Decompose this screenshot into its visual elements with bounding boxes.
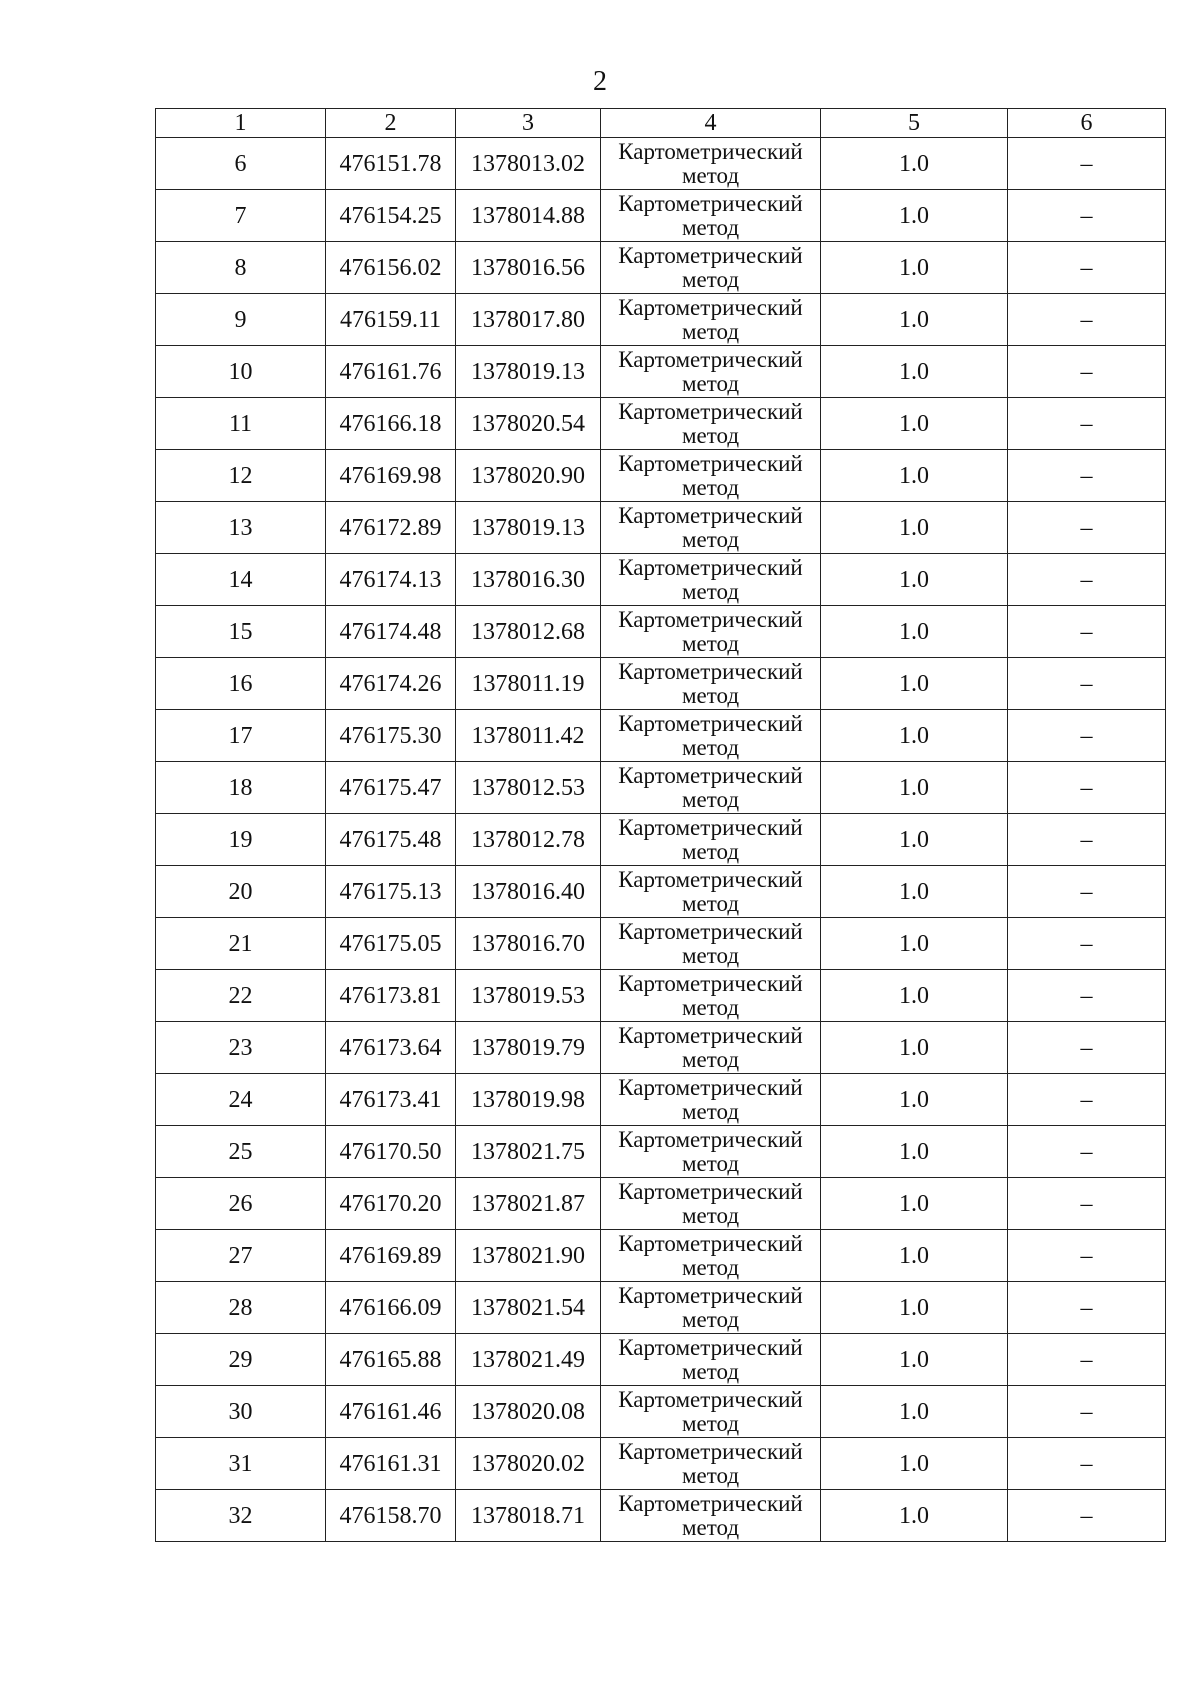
x-coordinate-cell: 476161.31 xyxy=(326,1438,456,1490)
method-line-1: Картометрический xyxy=(618,502,803,528)
note-cell: – xyxy=(1008,1230,1166,1282)
note-cell: – xyxy=(1008,1074,1166,1126)
method-cell xyxy=(601,1126,821,1178)
point-number-cell: 29 xyxy=(156,1334,326,1386)
point-number-cell: 6 xyxy=(156,138,326,190)
method-cell xyxy=(601,1074,821,1126)
method-line-1: Картометрический xyxy=(618,1334,803,1360)
method-line-2: метод xyxy=(681,994,740,1020)
x-coordinate-cell: 476156.02 xyxy=(326,242,456,294)
method-cell xyxy=(601,242,821,294)
method-line-1: Картометрический xyxy=(618,606,803,632)
note-cell: – xyxy=(1008,1282,1166,1334)
table-row xyxy=(156,1126,1166,1178)
table-row xyxy=(156,1438,1166,1490)
column-header: 6 xyxy=(1008,109,1166,138)
column-header: 3 xyxy=(456,109,601,138)
y-coordinate-cell: 1378012.78 xyxy=(456,814,601,866)
y-coordinate-cell: 1378014.88 xyxy=(456,190,601,242)
method-line-2: метод xyxy=(681,1306,740,1332)
table-row xyxy=(156,450,1166,502)
y-coordinate-cell: 1378021.87 xyxy=(456,1178,601,1230)
table-row xyxy=(156,1178,1166,1230)
accuracy-cell: 1.0 xyxy=(821,606,1008,658)
method-line-1: Картометрический xyxy=(618,1438,803,1464)
point-number-cell: 32 xyxy=(156,1490,326,1542)
method-line-2: метод xyxy=(681,890,740,916)
point-number-cell: 13 xyxy=(156,502,326,554)
method-line-1: Картометрический xyxy=(618,1230,803,1256)
point-number-cell: 17 xyxy=(156,710,326,762)
note-cell: – xyxy=(1008,190,1166,242)
accuracy-cell: 1.0 xyxy=(821,866,1008,918)
y-coordinate-cell: 1378019.79 xyxy=(456,1022,601,1074)
accuracy-cell: 1.0 xyxy=(821,294,1008,346)
method-line-1: Картометрический xyxy=(618,658,803,684)
x-coordinate-cell: 476173.81 xyxy=(326,970,456,1022)
accuracy-cell: 1.0 xyxy=(821,1126,1008,1178)
note-cell: – xyxy=(1008,918,1166,970)
y-coordinate-cell: 1378016.70 xyxy=(456,918,601,970)
table-row xyxy=(156,190,1166,242)
y-coordinate-cell: 1378017.80 xyxy=(456,294,601,346)
table-header xyxy=(156,109,1166,138)
method-cell xyxy=(601,554,821,606)
y-coordinate-cell: 1378016.40 xyxy=(456,866,601,918)
method-line-2: метод xyxy=(681,1202,740,1228)
method-cell xyxy=(601,190,821,242)
method-cell xyxy=(601,502,821,554)
point-number-cell: 21 xyxy=(156,918,326,970)
note-cell: – xyxy=(1008,1022,1166,1074)
x-coordinate-cell: 476174.26 xyxy=(326,658,456,710)
method-line-2: метод xyxy=(681,630,740,656)
note-cell: – xyxy=(1008,554,1166,606)
method-line-1: Картометрический xyxy=(618,1126,803,1152)
method-line-1: Картометрический xyxy=(618,138,803,164)
note-cell: – xyxy=(1008,138,1166,190)
method-line-1: Картометрический xyxy=(618,814,803,840)
point-number-cell: 8 xyxy=(156,242,326,294)
y-coordinate-cell: 1378021.49 xyxy=(456,1334,601,1386)
y-coordinate-cell: 1378019.53 xyxy=(456,970,601,1022)
accuracy-cell: 1.0 xyxy=(821,970,1008,1022)
method-cell xyxy=(601,970,821,1022)
table-row xyxy=(156,1230,1166,1282)
table-row xyxy=(156,398,1166,450)
accuracy-cell: 1.0 xyxy=(821,1178,1008,1230)
table-row xyxy=(156,502,1166,554)
table-row xyxy=(156,710,1166,762)
x-coordinate-cell: 476175.05 xyxy=(326,918,456,970)
accuracy-cell: 1.0 xyxy=(821,762,1008,814)
note-cell: – xyxy=(1008,814,1166,866)
method-cell xyxy=(601,1022,821,1074)
point-number-cell: 26 xyxy=(156,1178,326,1230)
point-number-cell: 10 xyxy=(156,346,326,398)
method-line-1: Картометрический xyxy=(618,190,803,216)
method-line-1: Картометрический xyxy=(618,970,803,996)
method-line-2: метод xyxy=(681,942,740,968)
method-cell xyxy=(601,814,821,866)
method-line-2: метод xyxy=(681,214,740,240)
y-coordinate-cell: 1378019.13 xyxy=(456,346,601,398)
method-line-1: Картометрический xyxy=(618,1282,803,1308)
method-cell xyxy=(601,606,821,658)
point-number-cell: 25 xyxy=(156,1126,326,1178)
table-row xyxy=(156,554,1166,606)
x-coordinate-cell: 476159.11 xyxy=(326,294,456,346)
column-header: 4 xyxy=(601,109,821,138)
x-coordinate-cell: 476161.76 xyxy=(326,346,456,398)
method-line-2: метод xyxy=(681,1514,740,1540)
accuracy-cell: 1.0 xyxy=(821,710,1008,762)
x-coordinate-cell: 476174.48 xyxy=(326,606,456,658)
method-line-1: Картометрический xyxy=(618,346,803,372)
note-cell: – xyxy=(1008,242,1166,294)
x-coordinate-cell: 476151.78 xyxy=(326,138,456,190)
table-row xyxy=(156,1282,1166,1334)
x-coordinate-cell: 476173.64 xyxy=(326,1022,456,1074)
accuracy-cell: 1.0 xyxy=(821,1438,1008,1490)
method-line-1: Картометрический xyxy=(618,1490,803,1516)
accuracy-cell: 1.0 xyxy=(821,658,1008,710)
accuracy-cell: 1.0 xyxy=(821,450,1008,502)
x-coordinate-cell: 476154.25 xyxy=(326,190,456,242)
accuracy-cell: 1.0 xyxy=(821,814,1008,866)
method-line-2: метод xyxy=(681,838,740,864)
method-cell xyxy=(601,1386,821,1438)
point-number-cell: 15 xyxy=(156,606,326,658)
method-cell xyxy=(601,1334,821,1386)
point-number-cell: 20 xyxy=(156,866,326,918)
method-line-1: Картометрический xyxy=(618,1022,803,1048)
method-cell xyxy=(601,398,821,450)
method-line-1: Картометрический xyxy=(618,1386,803,1412)
note-cell: – xyxy=(1008,1334,1166,1386)
column-header: 5 xyxy=(821,109,1008,138)
point-number-cell: 23 xyxy=(156,1022,326,1074)
note-cell: – xyxy=(1008,1386,1166,1438)
table-row xyxy=(156,814,1166,866)
method-line-2: метод xyxy=(681,422,740,448)
x-coordinate-cell: 476175.48 xyxy=(326,814,456,866)
method-line-1: Картометрический xyxy=(618,242,803,268)
method-line-2: метод xyxy=(681,1150,740,1176)
method-line-1: Картометрический xyxy=(618,918,803,944)
point-number-cell: 30 xyxy=(156,1386,326,1438)
note-cell: – xyxy=(1008,970,1166,1022)
table-row xyxy=(156,138,1166,190)
y-coordinate-cell: 1378011.42 xyxy=(456,710,601,762)
method-cell xyxy=(601,658,821,710)
method-cell xyxy=(601,918,821,970)
note-cell: – xyxy=(1008,450,1166,502)
y-coordinate-cell: 1378011.19 xyxy=(456,658,601,710)
y-coordinate-cell: 1378018.71 xyxy=(456,1490,601,1542)
note-cell: – xyxy=(1008,294,1166,346)
point-number-cell: 28 xyxy=(156,1282,326,1334)
method-cell xyxy=(601,346,821,398)
method-line-2: метод xyxy=(681,786,740,812)
method-line-1: Картометрический xyxy=(618,762,803,788)
method-cell xyxy=(601,1282,821,1334)
accuracy-cell: 1.0 xyxy=(821,554,1008,606)
method-line-1: Картометрический xyxy=(618,866,803,892)
y-coordinate-cell: 1378012.53 xyxy=(456,762,601,814)
point-number-cell: 11 xyxy=(156,398,326,450)
column-header: 1 xyxy=(156,109,326,138)
x-coordinate-cell: 476173.41 xyxy=(326,1074,456,1126)
y-coordinate-cell: 1378013.02 xyxy=(456,138,601,190)
x-coordinate-cell: 476170.20 xyxy=(326,1178,456,1230)
x-coordinate-cell: 476169.98 xyxy=(326,450,456,502)
method-line-2: метод xyxy=(681,266,740,292)
accuracy-cell: 1.0 xyxy=(821,1022,1008,1074)
accuracy-cell: 1.0 xyxy=(821,242,1008,294)
point-number-cell: 19 xyxy=(156,814,326,866)
table-row xyxy=(156,970,1166,1022)
point-number-cell: 31 xyxy=(156,1438,326,1490)
header-row xyxy=(156,109,1166,138)
accuracy-cell: 1.0 xyxy=(821,918,1008,970)
x-coordinate-cell: 476172.89 xyxy=(326,502,456,554)
accuracy-cell: 1.0 xyxy=(821,138,1008,190)
note-cell: – xyxy=(1008,1178,1166,1230)
table-row xyxy=(156,1334,1166,1386)
method-line-2: метод xyxy=(681,162,740,188)
method-cell xyxy=(601,1438,821,1490)
x-coordinate-cell: 476166.18 xyxy=(326,398,456,450)
method-cell xyxy=(601,1178,821,1230)
method-line-2: метод xyxy=(681,318,740,344)
y-coordinate-cell: 1378021.54 xyxy=(456,1282,601,1334)
y-coordinate-cell: 1378020.02 xyxy=(456,1438,601,1490)
note-cell: – xyxy=(1008,398,1166,450)
note-cell: – xyxy=(1008,762,1166,814)
method-cell xyxy=(601,866,821,918)
x-coordinate-cell: 476158.70 xyxy=(326,1490,456,1542)
note-cell: – xyxy=(1008,1490,1166,1542)
table-row xyxy=(156,658,1166,710)
table-row xyxy=(156,1490,1166,1542)
accuracy-cell: 1.0 xyxy=(821,1386,1008,1438)
point-number-cell: 9 xyxy=(156,294,326,346)
note-cell: – xyxy=(1008,606,1166,658)
note-cell: – xyxy=(1008,710,1166,762)
accuracy-cell: 1.0 xyxy=(821,1490,1008,1542)
point-number-cell: 22 xyxy=(156,970,326,1022)
method-line-1: Картометрический xyxy=(618,294,803,320)
x-coordinate-cell: 476169.89 xyxy=(326,1230,456,1282)
method-line-1: Картометрический xyxy=(618,1074,803,1100)
x-coordinate-cell: 476174.13 xyxy=(326,554,456,606)
x-coordinate-cell: 476170.50 xyxy=(326,1126,456,1178)
y-coordinate-cell: 1378020.54 xyxy=(456,398,601,450)
method-line-1: Картометрический xyxy=(618,710,803,736)
method-cell xyxy=(601,294,821,346)
table-row xyxy=(156,242,1166,294)
accuracy-cell: 1.0 xyxy=(821,346,1008,398)
method-line-2: метод xyxy=(681,1462,740,1488)
table-row xyxy=(156,1074,1166,1126)
table-row xyxy=(156,1386,1166,1438)
table-row xyxy=(156,1022,1166,1074)
table-row xyxy=(156,762,1166,814)
y-coordinate-cell: 1378012.68 xyxy=(456,606,601,658)
point-number-cell: 16 xyxy=(156,658,326,710)
x-coordinate-cell: 476166.09 xyxy=(326,1282,456,1334)
x-coordinate-cell: 476161.46 xyxy=(326,1386,456,1438)
x-coordinate-cell: 476165.88 xyxy=(326,1334,456,1386)
method-cell xyxy=(601,710,821,762)
note-cell: – xyxy=(1008,502,1166,554)
table-row xyxy=(156,866,1166,918)
table-row xyxy=(156,346,1166,398)
table-row xyxy=(156,918,1166,970)
point-number-cell: 24 xyxy=(156,1074,326,1126)
method-cell xyxy=(601,762,821,814)
method-line-2: метод xyxy=(681,1046,740,1072)
accuracy-cell: 1.0 xyxy=(821,502,1008,554)
y-coordinate-cell: 1378019.98 xyxy=(456,1074,601,1126)
y-coordinate-cell: 1378016.30 xyxy=(456,554,601,606)
method-line-2: метод xyxy=(681,578,740,604)
y-coordinate-cell: 1378016.56 xyxy=(456,242,601,294)
method-line-2: метод xyxy=(681,474,740,500)
x-coordinate-cell: 476175.13 xyxy=(326,866,456,918)
coordinates-table xyxy=(155,108,1166,1542)
accuracy-cell: 1.0 xyxy=(821,1074,1008,1126)
method-line-2: метод xyxy=(681,370,740,396)
note-cell: – xyxy=(1008,1126,1166,1178)
table-row xyxy=(156,294,1166,346)
note-cell: – xyxy=(1008,1438,1166,1490)
note-cell: – xyxy=(1008,658,1166,710)
method-line-1: Картометрический xyxy=(618,554,803,580)
accuracy-cell: 1.0 xyxy=(821,1230,1008,1282)
method-cell xyxy=(601,1490,821,1542)
y-coordinate-cell: 1378019.13 xyxy=(456,502,601,554)
method-line-2: метод xyxy=(681,682,740,708)
x-coordinate-cell: 476175.30 xyxy=(326,710,456,762)
table-body xyxy=(156,138,1166,1542)
y-coordinate-cell: 1378021.90 xyxy=(456,1230,601,1282)
y-coordinate-cell: 1378020.08 xyxy=(456,1386,601,1438)
method-line-1: Картометрический xyxy=(618,398,803,424)
accuracy-cell: 1.0 xyxy=(821,1334,1008,1386)
y-coordinate-cell: 1378020.90 xyxy=(456,450,601,502)
method-line-2: метод xyxy=(681,1358,740,1384)
accuracy-cell: 1.0 xyxy=(821,1282,1008,1334)
note-cell: – xyxy=(1008,346,1166,398)
method-line-1: Картометрический xyxy=(618,450,803,476)
method-cell xyxy=(601,138,821,190)
point-number-cell: 27 xyxy=(156,1230,326,1282)
method-line-1: Картометрический xyxy=(618,1178,803,1204)
x-coordinate-cell: 476175.47 xyxy=(326,762,456,814)
table-row xyxy=(156,606,1166,658)
method-line-2: метод xyxy=(681,1410,740,1436)
method-line-2: метод xyxy=(681,1098,740,1124)
point-number-cell: 14 xyxy=(156,554,326,606)
method-line-2: метод xyxy=(681,1254,740,1280)
method-line-2: метод xyxy=(681,734,740,760)
accuracy-cell: 1.0 xyxy=(821,398,1008,450)
y-coordinate-cell: 1378021.75 xyxy=(456,1126,601,1178)
accuracy-cell: 1.0 xyxy=(821,190,1008,242)
point-number-cell: 18 xyxy=(156,762,326,814)
method-cell xyxy=(601,1230,821,1282)
column-header: 2 xyxy=(326,109,456,138)
point-number-cell: 7 xyxy=(156,190,326,242)
method-line-2: метод xyxy=(681,526,740,552)
page-number: 2 xyxy=(593,66,607,97)
point-number-cell: 12 xyxy=(156,450,326,502)
note-cell: – xyxy=(1008,866,1166,918)
method-cell xyxy=(601,450,821,502)
